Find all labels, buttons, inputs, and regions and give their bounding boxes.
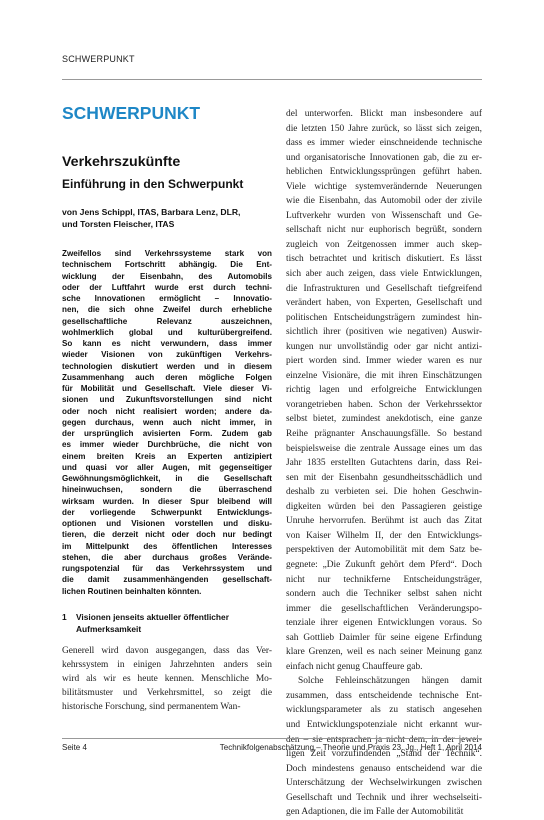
text-line: gegnete: „Die Zukunft gehört dem Pferd“. Doch (286, 559, 482, 570)
text-line: sichtlich ihrer (positiven wie negativen) Auswir- (286, 327, 482, 338)
text-line: technischem Fortschritt abhängig. Die Ent- (62, 260, 272, 270)
author-line (62, 206, 270, 231)
text-line: sche Innovationen ermöglicht – Innovatio- (62, 294, 272, 303)
text-line: sellschaft nicht nur euphorisch begrüßt, sondern (286, 225, 482, 236)
text-line: rungspotenzial für das Verkehrssystem und (62, 564, 272, 573)
text-line: So kann es nicht verwundern, dass immer (62, 339, 272, 348)
text-line: gegen durchaus, wenn auch nicht immer, in (62, 417, 272, 427)
text-line: sah Gottlieb Daimler für seine eigene Erfindung (286, 632, 482, 643)
text-line: verändert haben, von Experten, Gesellschaft und (286, 298, 482, 309)
text-line: die Infrastrukturen und Gesellschaft tiefgreifend (286, 283, 482, 294)
text-line: ligen Zeit vorzufindenden „Stand der Technik“. (286, 749, 482, 760)
text-line: Doch mindestens genauso entscheidend war die (286, 763, 482, 774)
text-line: wird als wir es heute kennen. Menschliche Mo- (62, 674, 272, 684)
section-heading-line-2: Aufmerksamkeit (76, 623, 142, 634)
text-line: Gewöhnungsmöglichkeit, in die Gesellschaft (62, 474, 272, 483)
text-line: einem breiten Kreis an Experten antizipiert (62, 451, 272, 461)
text-line: von Kaiser Wilhelm II, der den Entwicklungs- (286, 530, 482, 541)
text-line: zusammen, dass entscheidende technische Ent- (286, 690, 482, 701)
section-heading-line-1: Visionen jenseits aktueller öffentlicher (76, 612, 229, 622)
text-line: Solche Fehleinschätzungen hängen damit (298, 676, 482, 687)
text-line: sionen und Zukunftsvorstellungen sind nicht (62, 395, 272, 405)
text-line: bilitätsmuster und Verkehrsmittel, so zeigt die (62, 688, 272, 698)
running-head: SCHWERPUNKT (62, 54, 135, 64)
text-line: und Entwicklungspotenziale nicht erkannt wur- (286, 719, 482, 730)
text-line: Generell wird davon ausgegangen, dass das Ver- (62, 646, 272, 656)
text-line: Luftverkehr wurden von Wissenschaft und Ge- (286, 210, 482, 221)
text-line: richtig lagen und erfolgreiche Entwicklungen (286, 385, 482, 396)
text-line: zugleich von Zeitgenossen immer auch skep- (286, 239, 482, 250)
text-line: Zusammenhang auch deren mögliche Folgen (62, 372, 272, 382)
text-line: Viele wichtige systemverändernde Neuerungen (286, 181, 482, 192)
text-line: optionen und Visionen vorstellen und disku- (62, 519, 272, 528)
text-line: Unruhe hervorrufen. Berühmt ist auch das Zitat (286, 516, 482, 527)
text-line: Zweifellos sind Verkehrssysteme stark von (62, 249, 272, 258)
text-line: kehrssystem in einigen Jahrzehnten anders sein (62, 660, 272, 670)
text-line: tieren, die derzeit nicht oder doch nur bedingt (62, 530, 272, 540)
text-line: und quasi vor aller Augen, mit gegenseitiger (62, 462, 272, 472)
text-line: wohlmerklich global und kulturübergreifend. (62, 327, 272, 337)
text-line: immer die gesellschaftlichen Veränderungspo- (286, 603, 482, 614)
text-line: Gesellschaft und Technik und ihrer wechselseiti- (286, 792, 482, 803)
text-line: der vorliegende Schwerpunkt Entwicklungs- (62, 507, 272, 517)
page-number: Seite 4 (62, 743, 87, 752)
text-line: hineinwuchsen, sondern die überraschend (62, 485, 272, 495)
article-title: Verkehrszukünfte (62, 154, 181, 170)
footer-divider (62, 738, 482, 739)
text-line: technologien diskutiert werden und in diesem (62, 361, 272, 371)
abstract (62, 248, 272, 597)
header-divider (62, 79, 482, 80)
text-line: historische Forschung, sind permanentem Wan- (62, 702, 241, 712)
text-line: wieder Visionen von zukünftigen Verkehrs- (62, 350, 272, 360)
text-line: einfach nicht genug Chauffeure gab. (286, 661, 423, 672)
text-line: der ursprünglich avisierten Form. Zudem gab (62, 429, 272, 438)
text-line: klare Grenzen, weil es nach seiner Meinung ganz (286, 647, 482, 658)
text-line: sondern auch die Techniker selbst sahen nicht (286, 589, 482, 600)
text-line: piert worden sind. Immer wieder waren es nur (286, 356, 482, 367)
text-line: politischen Entscheidungsträgern zumindest hin- (286, 312, 482, 323)
text-line: beispielsweise die zentrale Aussage eines um das (286, 443, 482, 454)
text-line: heblichen Entwicklungssprüngen geführt haben. (286, 167, 482, 178)
text-line: oder der Luftfahrt wurde erst durch techni- (62, 282, 272, 292)
text-line: gen Adaptionen, die im Falle der Automobilität (286, 807, 464, 818)
text-line: stehen, die aber durchaus großes Verände- (62, 552, 272, 562)
text-line: lichen Routinen beinhalten könnten. (62, 586, 202, 596)
text-line: deshalb zu verbieten sei. Die hohen Geschwin- (286, 487, 482, 498)
text-line: tisch betrachtet und kritisch diskutiert. Es lässt (286, 254, 482, 265)
text-line: Jahr 1835 erstellten Gutachtens darin, dass Rei- (286, 458, 482, 469)
text-line: dass es immer wieder einschneidende technische (286, 138, 482, 149)
text-line: gesellschaftliche Relevanz auszeichnen, (62, 316, 272, 326)
text-line: kungen nur unvollständig oder gar nicht antizi- (286, 341, 482, 352)
text-line: wicklungsparameter als zu statisch angesehen (286, 705, 482, 716)
text-line: sen mit der Eisenbahn gesundheitsschädlich und (286, 472, 482, 483)
text-line: perspektiven der Automobilität mit dem Satz be- (286, 545, 482, 556)
text-line: für Mobilität und Gesellschaft. Viele dieser Vi- (62, 384, 272, 393)
text-line: tenziale ihrer eigenen Entwicklungen voraus. So (286, 618, 482, 629)
section-number: 1 (62, 612, 67, 622)
text-line: es immer wieder Durchbrüche, die nicht von (62, 440, 272, 450)
text-line: vorangetrieben haben. Schon der Verkehrssektor (286, 399, 482, 410)
text-line: oder noch nicht realisiert worden; andere da- (62, 406, 272, 416)
left-column-body (62, 644, 272, 714)
text-line: im Mittelpunkt des öffentlichen Interesses (62, 541, 272, 551)
text-line: selbst bietet, zumindest anekdotisch, eine ganze (286, 414, 482, 425)
text-line: Unterschätzung der Wechselwirkungen zwischen (286, 778, 482, 789)
text-line: nen, die sich ohne Zweifel durch erhebliche (62, 305, 272, 315)
section-label: SCHWERPUNKT (62, 103, 201, 123)
author-line-2: und Torsten Fleischer, ITAS (62, 219, 175, 230)
text-line: einzelne Visionäre, die mit ihren Einschätzungen (286, 370, 482, 381)
text-line: sich aber auch zeigen, dass viele Entwicklungen, (286, 269, 482, 280)
text-line: wie die Eisenbahn, das Automobil oder der zivile (286, 196, 482, 207)
text-line: wirksam wurden. In dieser Spur bleibend will (62, 496, 272, 506)
article-subtitle: Einführung in den Schwerpunkt (62, 177, 244, 191)
text-line: digkeiten würden bei den Passagieren geistige (286, 501, 482, 512)
text-line: wicklung der Eisenbahn, des Automobils (62, 271, 272, 281)
text-line: und organisatorische Innovationen gab, die zu er- (286, 152, 482, 163)
text-line: del unterworfen. Blickt man insbesondere auf (286, 109, 482, 119)
text-line: den – sie entsprachen ja nicht dem, in der jewei- (286, 734, 482, 745)
journal-citation: Technikfolgenabschätzung – Theorie und Praxis 23. Jg., Heft 1, April 2014 (219, 743, 482, 752)
author-line-1: von Jens Schippl, ITAS, Barbara Lenz, DLR, (62, 207, 241, 217)
right-column-body (286, 107, 482, 820)
text-line: Reihe prägnanter Anschauungsfälle. So bestand (286, 429, 482, 440)
text-line: die damit zusammenhängenden gesellschaft- (62, 575, 272, 585)
section-heading (62, 612, 272, 635)
text-line: nicht nur technikferne Entscheidungsträger, (286, 574, 482, 585)
text-line: die letzten 150 Jahre zurück, so lässt sich zeigen, (286, 123, 482, 134)
